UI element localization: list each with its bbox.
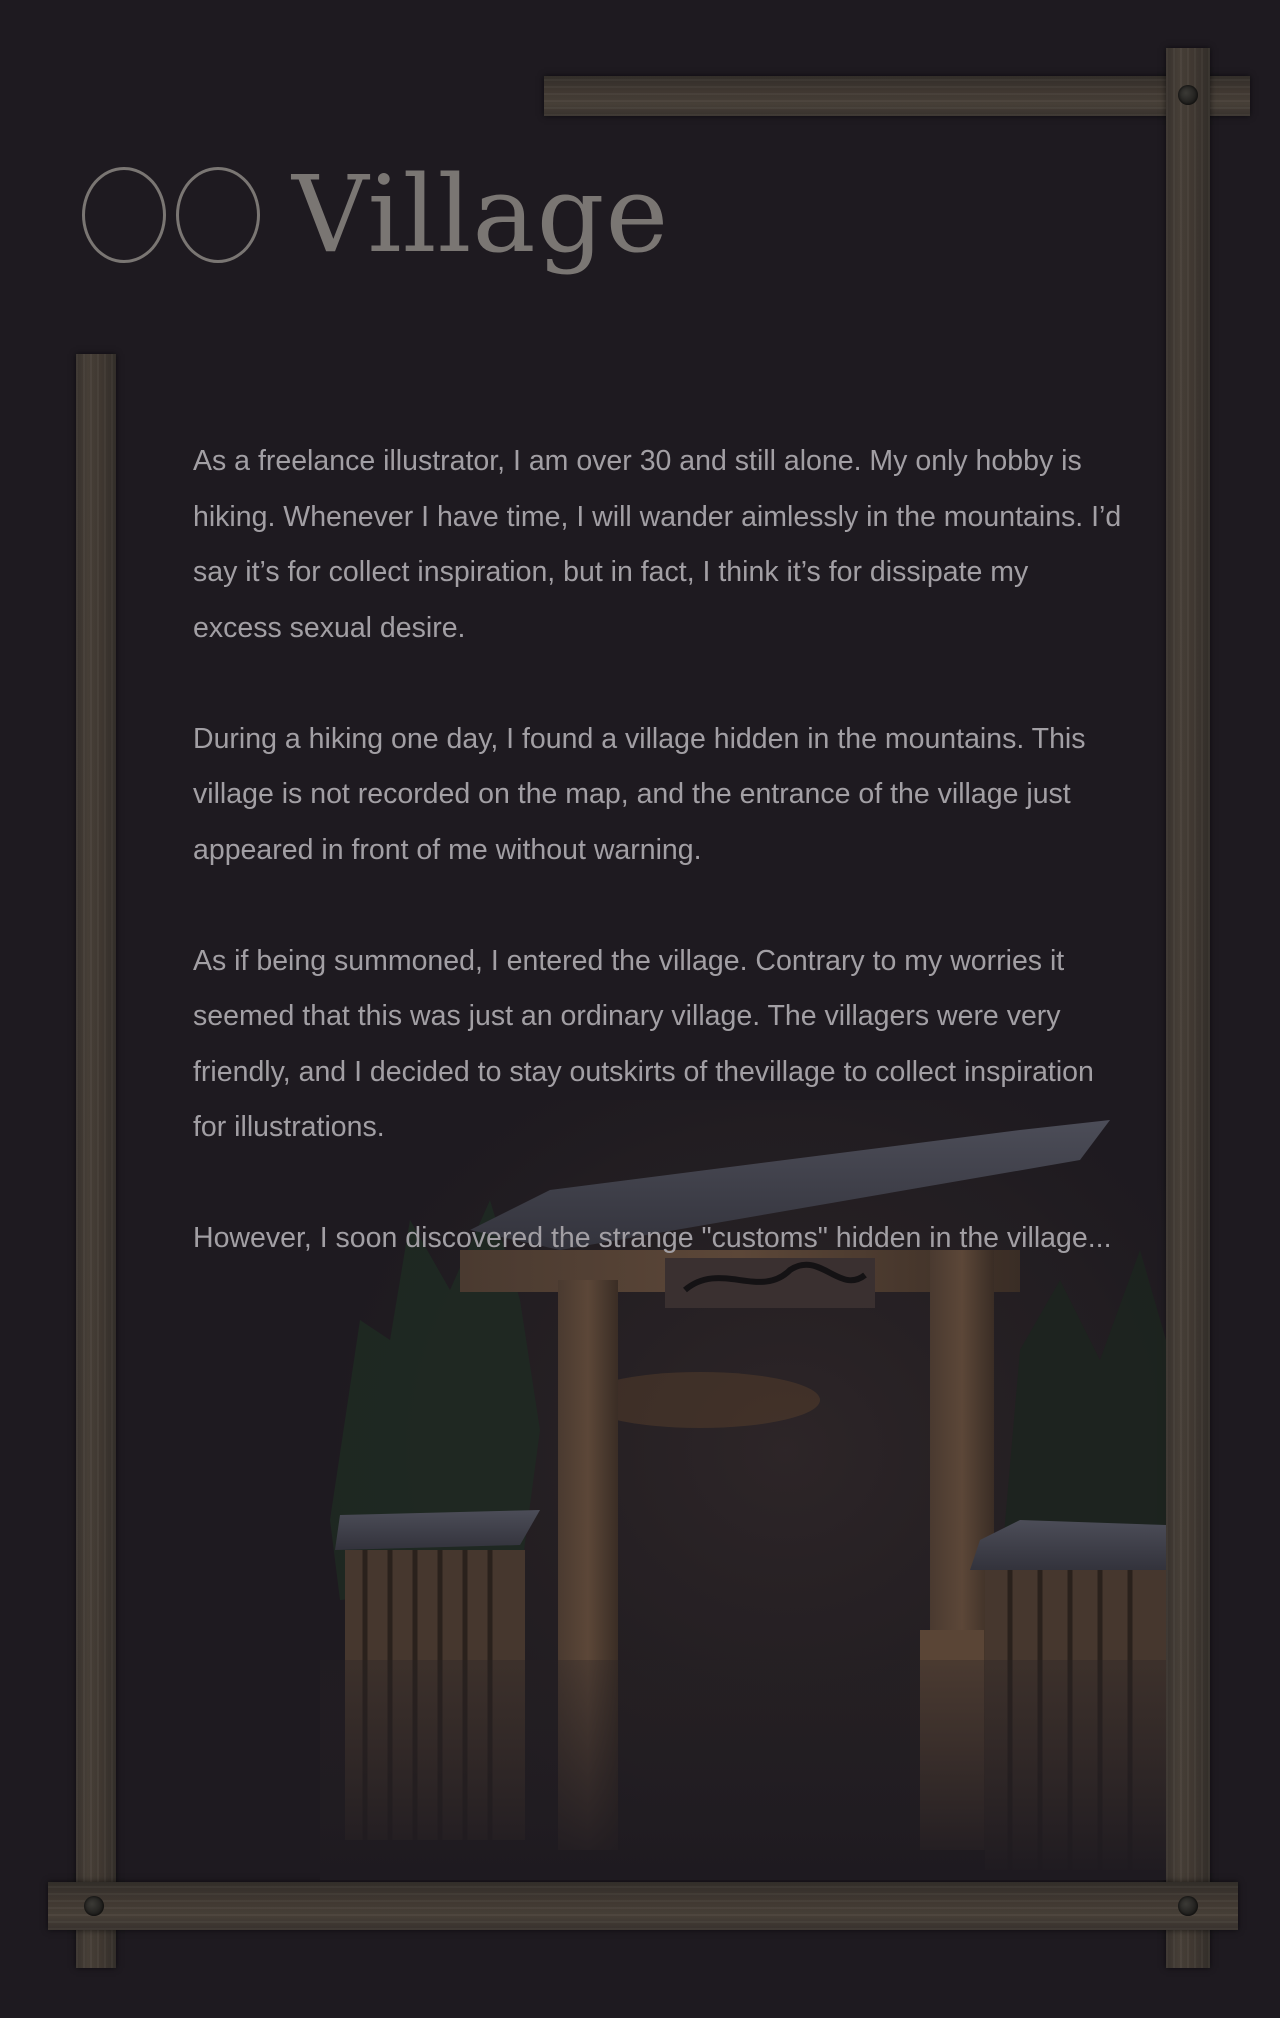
story-text: [193, 434, 1123, 1322]
circle-placeholder-icon: [176, 167, 260, 263]
story-paragraph: However, I soon discovered the strange "customs" hidden in the village...: [193, 1222, 1112, 1254]
frame-top-beam: [544, 76, 1250, 116]
story-paragraph: As a freelance illustrator, I am over 30 and still alone. My only hobby is hiking. Whenever I have time, I will wander aimlessly in the mountains. I’d say it’s for collect inspiration, but in fact, I think it’s for dissipate my excess sexual desire.: [193, 445, 1122, 644]
peg-icon: [1178, 85, 1198, 105]
story-paragraph: During a hiking one day, I found a village hidden in the mountains. This village is not recorded on the map, and the entrance of the village just appeared in front of me without warning.: [193, 722, 1086, 866]
frame-bottom-beam: [48, 1882, 1238, 1930]
page-title: [82, 150, 669, 280]
page-title-text: Village: [292, 153, 670, 276]
frame-left-post: [76, 354, 116, 1968]
circle-placeholder-icon: [82, 167, 166, 263]
peg-icon: [84, 1896, 104, 1916]
frame-right-post: [1166, 48, 1210, 1968]
story-paragraph: As if being summoned, I entered the village. Contrary to my worries it seemed that this was just an ordinary village. The villagers were very friendly, and I decided to stay outskirts of thevillage to collect inspiration for illustrations.: [193, 944, 1094, 1143]
peg-icon: [1178, 1896, 1198, 1916]
